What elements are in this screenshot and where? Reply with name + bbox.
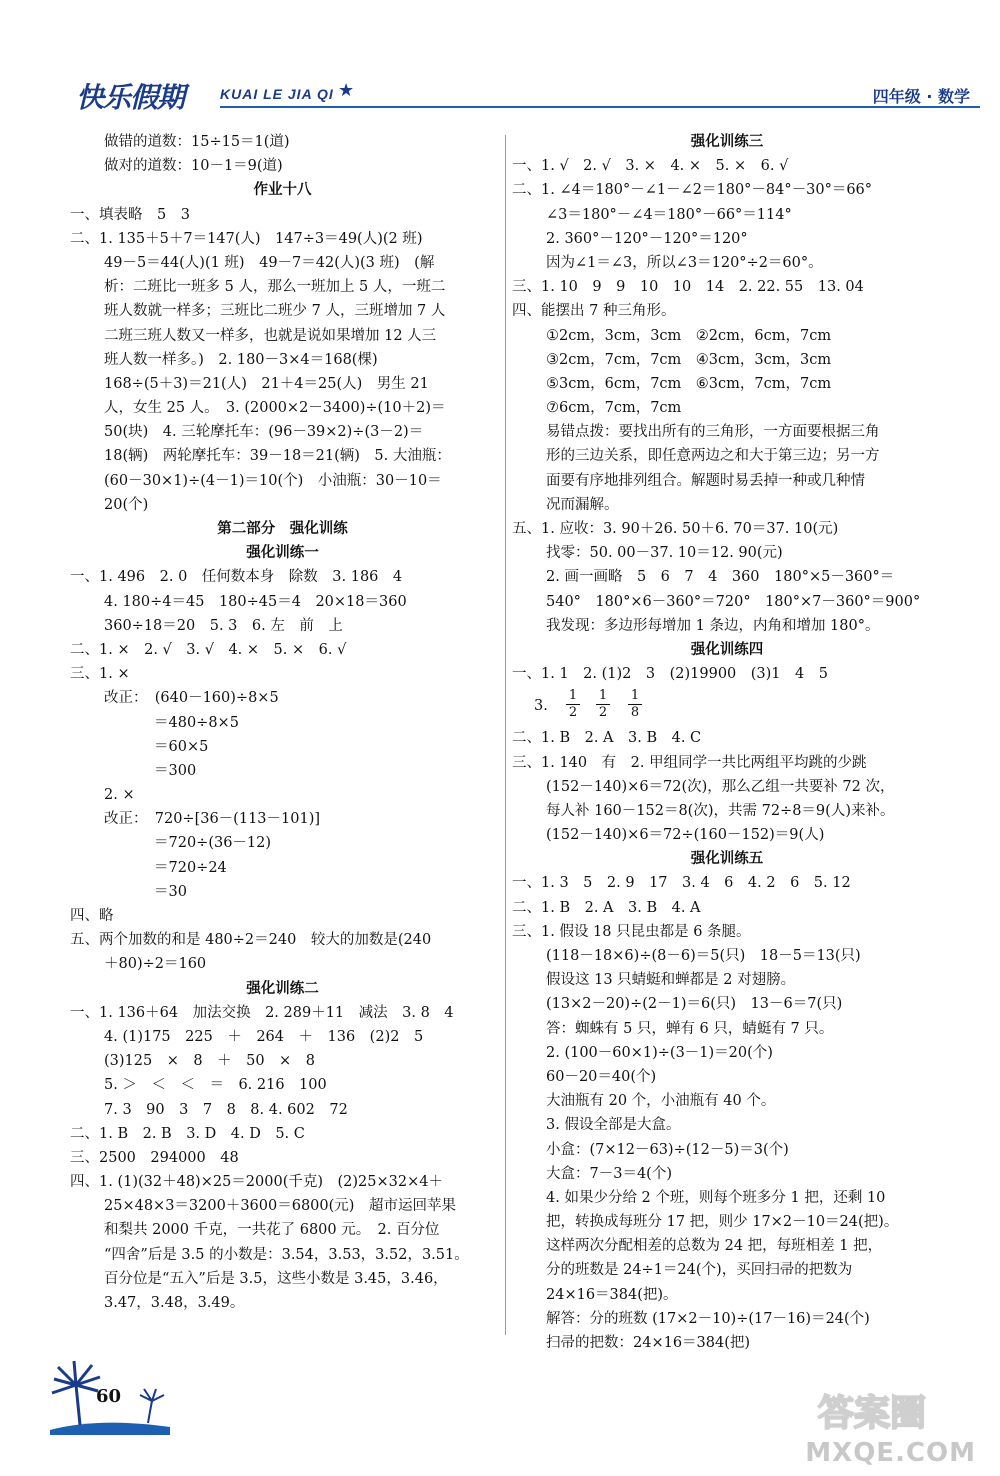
answer-line: 一、1. 136＋64 加法交换 2. 289＋11 减法 3. 8 4 xyxy=(70,1004,454,1021)
answer-line: 60－20＝40(个) xyxy=(546,1068,657,1085)
answer-line: 20(个) xyxy=(104,496,149,513)
answer-line: 25×48×3＝3200＋3600＝6800(元) 超市运回苹果 xyxy=(104,1198,456,1215)
answer-line: 答：蜘蛛有 5 只，蝉有 6 只，蜻蜓有 7 只。 xyxy=(546,1020,834,1037)
answer-line: ＝720÷(36－12) xyxy=(154,835,272,852)
answer-line: ＝480÷8×5 xyxy=(154,714,239,731)
answer-line: 况而漏解。 xyxy=(546,496,619,513)
answer-line: 一、填表略 5 3 xyxy=(70,206,190,223)
answer-line: ＝30 xyxy=(154,883,187,900)
left-answer-column xyxy=(70,130,495,1315)
answer-line: 四、略 xyxy=(70,908,114,924)
fraction xyxy=(596,688,610,721)
answer-line: 五、两个加数的和是 480÷2＝240 较大的加数是(240 xyxy=(70,932,432,949)
answer-line: 二、1. ∠4＝180°－∠1－∠2＝180°－84°－30°＝66° xyxy=(512,182,873,199)
answer-line: 做对的道数：10－1＝9(道) xyxy=(104,158,283,175)
answer-line: 四、1. (1)(32＋48)×25＝2000(千克) (2)25×32×4＋ xyxy=(70,1174,443,1191)
answer-line: 三、1. 10 9 9 10 10 14 2. 22. 55 13. 04 xyxy=(512,279,864,296)
fraction-denominator: 2 xyxy=(596,704,610,721)
answer-line: 一、1. 1 2. (1)2 3 (2)19900 (3)1 4 5 xyxy=(512,666,828,683)
right-answer-column xyxy=(512,130,942,1355)
answer-line: 我发现：多边形每增加 1 条边，内角和增加 180°。 xyxy=(546,617,880,634)
section-heading: 强化训练一 xyxy=(246,544,319,562)
answer-line: 一、1. 3 5 2. 9 17 3. 4 6 4. 2 6 5. 12 xyxy=(512,875,851,892)
answer-line: 班人数一样多。) 2. 180－3×4＝168(棵) xyxy=(104,351,378,368)
answer-line: 一、1. 496 2. 0 任何数本身 除数 3. 186 4 xyxy=(70,569,403,586)
section-heading: 第二部分 强化训练 xyxy=(217,520,348,537)
fraction-denominator: 8 xyxy=(628,704,642,721)
answer-line: 三、1. × xyxy=(70,666,130,683)
answer-line: 改正： (640－160)÷8×5 xyxy=(104,690,279,707)
answer-line: 人，女生 25 人。 3. (2000×2－3400)÷(10＋2)＝ xyxy=(104,400,446,417)
column-divider xyxy=(505,135,506,1335)
answer-line: 二班三班人数又一样多，也就是说如果增加 12 人三 xyxy=(104,327,437,344)
answer-line: 三、1. 假设 18 只昆虫都是 6 条腿。 xyxy=(512,923,751,940)
answer-line: 假设这 13 只蜻蜓和蝉都是 2 对翅膀。 xyxy=(546,972,796,989)
section-heading: 强化训练四 xyxy=(690,640,764,658)
answer-line: 二、1. 135＋5＋7＝147(人) 147÷3＝49(人)(2 班) xyxy=(70,230,423,247)
answer-line: (60－30×1)÷(4－1)＝10(个) 小油瓶：30－10＝ xyxy=(104,472,442,489)
answer-line: (13×2－20)÷(2－1)＝6(只) 13－6＝7(只) xyxy=(546,996,843,1013)
answer-line: 2. 画一画略 5 6 7 4 360 180°×5－360°＝ xyxy=(546,569,895,586)
answer-line: 168÷(5＋3)＝21(人) 21＋4＝25(人) 男生 21 xyxy=(104,375,429,392)
answer-line: 24×16＝384(把)。 xyxy=(546,1286,678,1303)
watermark-text: MXQE.COM xyxy=(805,1438,976,1468)
answer-line: 4. (1)175 225 ＋ 264 ＋ 136 (2)2 5 xyxy=(104,1028,424,1045)
answer-line: 析：二班比一班多 5 人，那么一班加上 5 人，一班二 xyxy=(104,279,446,296)
fraction-denominator: 2 xyxy=(566,704,580,721)
answer-line: 5. ＞ ＜ ＜ ＝ 6. 216 100 xyxy=(104,1077,327,1094)
page-number: 60 xyxy=(96,1386,122,1407)
logo-subtext: KUAI LE JIA QI xyxy=(220,86,334,102)
answer-line: 三、1. 140 有 2. 甲组同学一共比两组平均跳的少跳 xyxy=(512,754,867,771)
answer-line: 一、1. √ 2. √ 3. × 4. × 5. × 6. √ xyxy=(512,158,789,175)
page-header xyxy=(70,72,970,114)
answer-line: 4. 如果少分给 2 个班，则每个班多分 1 把，还剩 10 xyxy=(546,1189,886,1206)
fraction-label: 3. xyxy=(534,698,548,715)
answer-line: (118－18×6)÷(8－6)＝5(只) 18－5＝13(只) xyxy=(546,948,861,964)
answer-line: (152－140)×6＝72÷(160－152)＝9(人) xyxy=(546,827,825,844)
answer-line: 540° 180°×6－360°＝720° 180°×7－360°＝900° xyxy=(546,593,921,610)
answer-line: 小盒：(7×12－63)÷(12－5)＝3(个) xyxy=(546,1141,789,1158)
answer-line: 解答：分的班数 (17×2－10)÷(17－16)＝24(个) xyxy=(546,1310,870,1327)
answer-line: ①2cm，3cm，3cm ②2cm，6cm，7cm xyxy=(546,327,832,344)
answer-line: 大油瓶有 20 个，小油瓶有 40 个。 xyxy=(546,1093,776,1110)
answer-line: 易错点拨：要找出所有的三角形，一方面要根据三角 xyxy=(546,424,880,441)
section-heading: 强化训练五 xyxy=(690,850,764,868)
answer-line: 三、2500 294000 48 xyxy=(70,1149,239,1166)
answer-line: 2. 360°－120°－120°＝120° xyxy=(546,230,748,247)
answer-line: 50(块) 4. 三轮摩托车：(96－39×2)÷(3－2)＝ xyxy=(104,424,424,441)
answer-line: 二、1. × 2. √ 3. √ 4. × 5. × 6. √ xyxy=(70,641,347,658)
section-heading: 作业十八 xyxy=(253,181,312,199)
answer-line: (3)125 × 8 ＋ 50 × 8 xyxy=(104,1053,315,1070)
answer-line: 改正： 720÷[36－(113－101)] xyxy=(104,811,321,828)
star-icon: ★ xyxy=(338,80,355,101)
answer-line: 五、1. 应收：3. 90＋26. 50＋6. 70＝37. 10(元) xyxy=(512,521,839,537)
answer-line: 二、1. B 2. B 3. D 4. D 5. C xyxy=(70,1125,305,1142)
fraction xyxy=(566,688,580,721)
answer-line: 360÷18＝20 5. 3 6. 左 前 上 xyxy=(104,617,343,634)
answer-line: 4. 180÷4＝45 180÷45＝4 20×18＝360 xyxy=(104,593,407,610)
answer-line: 因为∠1＝∠3，所以∠3＝120°÷2＝60°。 xyxy=(546,254,823,271)
answer-line: 18(辆) 两轮摩托车：39－18＝21(辆) 5. 大油瓶： xyxy=(104,448,451,465)
answer-line: 形的三边关系，即任意两边之和大于第三边；另一方 xyxy=(546,448,880,465)
answer-line: “四舍”后是 3.5 的小数是：3.54，3.53，3.52，3.51。 xyxy=(104,1246,469,1263)
answer-line: 每人补 160－152＝8(次)，共需 72÷8＝9(人)来补。 xyxy=(546,802,895,819)
grade-subject-label: 四年级 · 数学 xyxy=(872,87,970,106)
answer-line: ＋80)÷2＝160 xyxy=(104,956,207,973)
answer-line: ③2cm，7cm，7cm ④3cm，3cm，3cm xyxy=(546,351,832,368)
fraction-answer-line xyxy=(512,686,942,726)
answer-line: 班人数就一样多；三班比二班少 7 人，三班增加 7 人 xyxy=(104,303,446,320)
answer-line: (152－140)×6＝72(次)，那么乙组一共要补 72 次， xyxy=(546,778,895,795)
answer-line: 2. (100－60×1)÷(3－1)＝20(个) xyxy=(546,1044,773,1061)
header-rule xyxy=(220,106,980,108)
answer-line: ＝60×5 xyxy=(154,738,209,755)
logo-text: 快乐假期 xyxy=(76,81,185,114)
answer-line: 四、能摆出 7 种三角形。 xyxy=(512,303,676,320)
answer-line: ∠3＝180°－∠4＝180°－66°＝114° xyxy=(546,206,792,223)
answer-line: ⑦6cm，7cm，7cm xyxy=(546,400,682,417)
answer-line: 找零：50. 00－37. 10＝12. 90(元) xyxy=(546,545,783,562)
answer-line: 3. 假设全部是大盒。 xyxy=(546,1117,681,1134)
answer-line: 分的班数是 24÷1＝24(个)，买回扫帚的把数为 xyxy=(546,1262,853,1279)
answer-line: 二、1. B 2. A 3. B 4. C xyxy=(512,730,702,747)
answer-line: ⑤3cm，6cm，7cm ⑥3cm，7cm，7cm xyxy=(546,375,832,392)
answer-line: ＝720÷24 xyxy=(154,859,227,876)
answer-line: 做错的道数：15÷15＝1(道) xyxy=(104,134,290,150)
answer-line: 百分位是“五入”后是 3.5，这些小数是 3.45，3.46， xyxy=(104,1270,448,1287)
answer-line: 2. × xyxy=(104,787,135,804)
answer-line: 扫帚的把数：24×16＝384(把) xyxy=(546,1335,751,1351)
answer-line: 49－5＝44(人)(1 班) 49－7＝42(人)(3 班) (解 xyxy=(104,254,435,271)
answer-line: 和梨共 2000 千克，一共花了 6800 元。 2. 百分位 xyxy=(104,1222,440,1239)
answer-line: 7. 3 90 3 7 8 8. 4. 602 72 xyxy=(104,1101,348,1118)
answer-line: 把，转换成每班分 17 把，则少 17×2－10＝24(把)。 xyxy=(546,1214,899,1231)
section-heading: 强化训练二 xyxy=(246,979,319,997)
answer-line: 面要有序地排列组合。解题时易丢掉一种或几种情 xyxy=(546,472,865,489)
section-heading: 强化训练三 xyxy=(690,133,764,150)
watermark-logo-text: 答案圈 xyxy=(818,1393,927,1434)
fraction-numerator: 1 xyxy=(598,688,608,704)
answer-line: 3.47，3.48，3.49。 xyxy=(104,1295,245,1311)
answer-line: 这样两次分配相差的总数为 24 把，每班相差 1 把， xyxy=(546,1238,883,1255)
fraction-numerator: 1 xyxy=(568,688,578,704)
answer-line: 大盒：7－3＝4(个) xyxy=(546,1165,672,1182)
answer-line: ＝300 xyxy=(154,762,197,779)
answer-line: 二、1. B 2. A 3. B 4. A xyxy=(512,899,701,916)
fraction-numerator: 1 xyxy=(630,688,640,704)
fraction xyxy=(628,688,642,721)
